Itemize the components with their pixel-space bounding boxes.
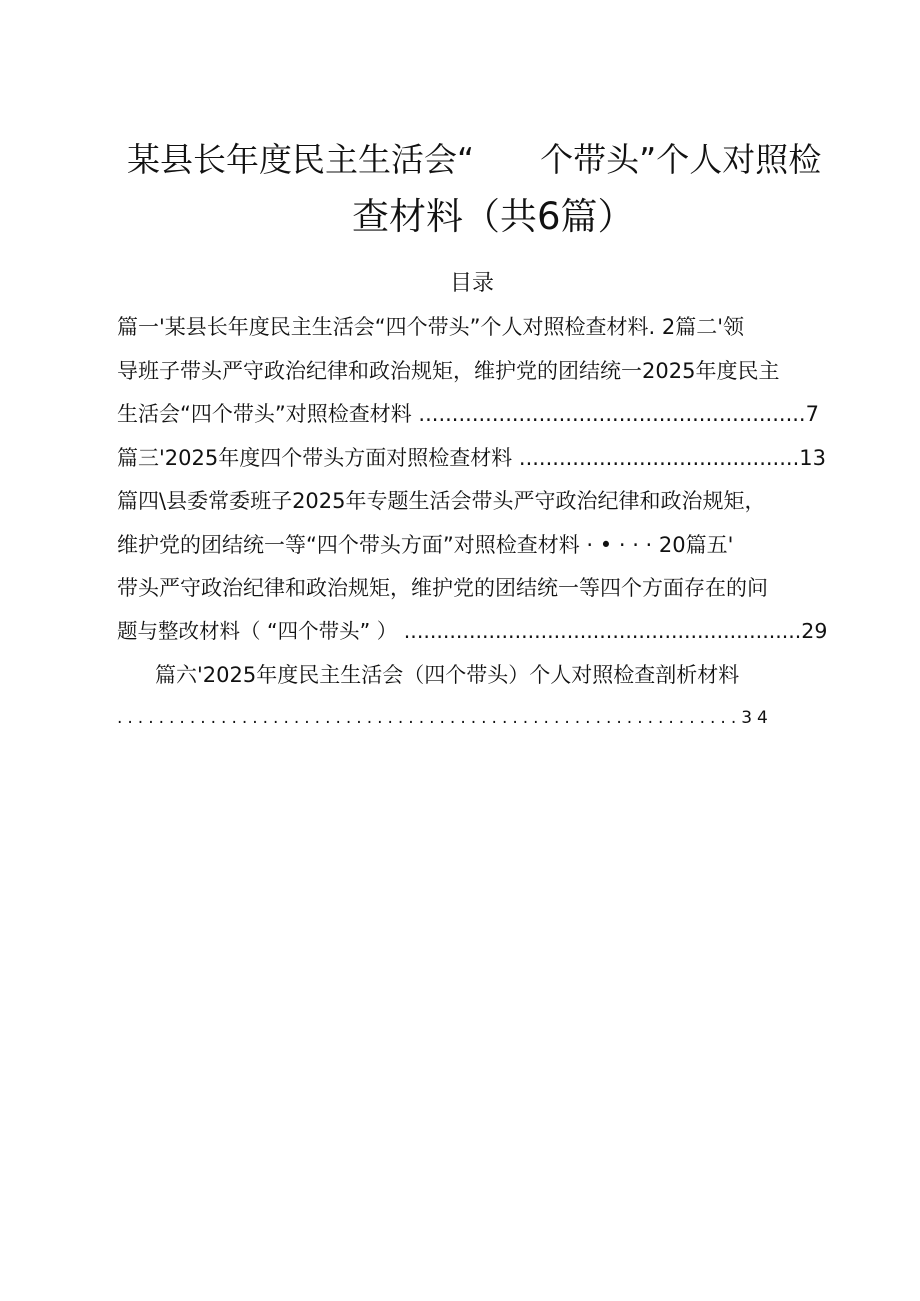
toc-line-6: 维护党的团结统一等“四个带头方面”对照检查材料 · • · · · 20篇五' bbox=[117, 533, 734, 557]
toc-line-5: 篇四\县委常委班子2025年专题生活会带头严守政治纪律和政治规矩， bbox=[117, 489, 766, 513]
toc-line-8: 题与整改材料（ “四个带头” ） .............................................................29 bbox=[117, 619, 828, 643]
toc-line-10: ............................................................34 bbox=[117, 708, 773, 728]
document-title-line-1: 某县长年度民主生活会“ 个带头”个人对照检 bbox=[127, 140, 822, 179]
toc-line-1: 篇一'某县长年度民主生活会“四个带头”个人对照检查材料. 2篇二'领 bbox=[117, 315, 745, 339]
toc-line-9: 篇六'2025年度民主生活会（四个带头）个人对照检查剖析材料 bbox=[155, 663, 740, 687]
toc-line-7: 带头严守政治纪律和政治规矩，维护党的团结统一等四个方面存在的问 bbox=[117, 576, 768, 600]
toc-heading: 目录 bbox=[450, 271, 495, 296]
toc-line-4: 篇三'2025年度四个带头方面对照检查材料 ..........................................13 bbox=[117, 446, 826, 470]
toc-line-3: 生活会“四个带头”对照检查材料 ..........................................................7 bbox=[117, 402, 819, 426]
toc-line-2: 导班子带头严守政治纪律和政治规矩，维护党的团结统一2025年度民主 bbox=[117, 359, 780, 383]
document-title-line-2: 查材料（共6篇） bbox=[352, 195, 635, 238]
